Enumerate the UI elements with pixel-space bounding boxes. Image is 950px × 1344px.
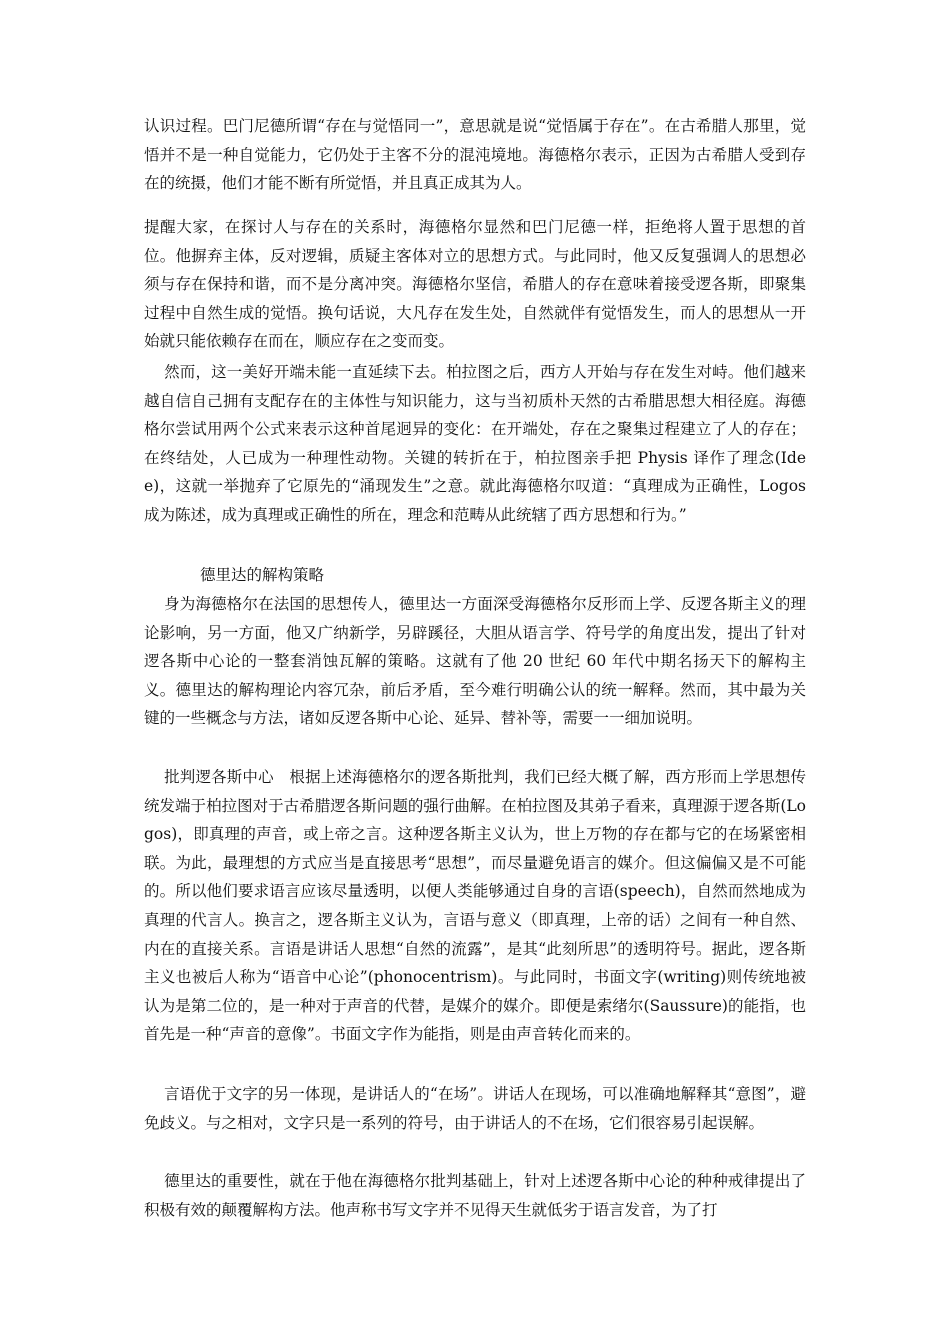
paragraph-5: 批判逻各斯中心 根据上述海德格尔的逻各斯批判，我们已经大概了解，西方形而上学思想传统发端于柏拉图对于古希腊逻各斯问题的强行曲解。在柏拉图及其弟子看来，真理源于逻各斯(Logos)，即真理的声音，或上帝之言。这种逻各斯主义认为，世上万物的存在都与它的在场紧密相联。为此，最理想的方式应当是直接思考“思想”，而尽量避免语言的媒介。但这偏偏又是不可能的。所以他们要求语言应该尽量透明，以便人类能够通过自身的言语(speech)，自然而然地成为真理的代言人。换言之，逻各斯主义认为，言语与意义（即真理，上帝的话）之间有一种自然、内在的直接关系。言语是讲话人思想“自然的流露”，是其“此刻所思”的透明符号。据此，逻各斯主义也被后人称为“语音中心论”(phonocentrism)。与此同时，书面文字(writing)则传统地被认为是第二位的，是一种对于声音的代替，是媒介的媒介。即便是索绪尔(Saussure)的能指，也首先是一种“声音的意像”。书面文字作为能指，则是由声音转化而来的。 xyxy=(144,768,806,1044)
paragraph-6: 言语优于文字的另一体现，是讲话人的“在场”。讲话人在现场，可以准确地解释其“意图”，避免歧义。与之相对，文字只是一系列的符号，由于讲话人的不在场，它们很容易引起误解。 xyxy=(144,1085,806,1132)
paragraph-1: 认识过程。巴门尼德所谓“存在与觉悟同一”，意思就是说“觉悟属于存在”。在古希腊人那里，觉悟并不是一种自觉能力，它仍处于主客不分的混沌境地。海德格尔表示，正因为古希腊人受到存在的统摄，他们才能不断有所觉悟，并且真正成其为人。 xyxy=(144,117,806,193)
paragraph-2: 提醒大家，在探讨人与存在的关系时，海德格尔显然和巴门尼德一样，拒绝将人置于思想的首位。他摒弃主体，反对逻辑，质疑主客体对立的思想方式。与此同时，他又反复强调人的思想必须与存在保持和谐，而不是分离冲突。海德格尔坚信，希腊人的存在意味着接受逻各斯，即聚集过程中自然生成的觉悟。换句话说，大凡存在发生处，自然就伴有觉悟发生，而人的思想从一开始就只能依赖存在而在，顺应存在之变而变。 xyxy=(144,218,806,351)
paragraph-3: 然而，这一美好开端未能一直延续下去。柏拉图之后，西方人开始与存在发生对峙。他们越来越自信自己拥有支配存在的主体性与知识能力，这与当初质朴天然的古希腊思想大相径庭。海德格尔尝试用两个公式来表示这种首尾迥异的变化：在开端处，存在之聚集过程建立了人的存在；在终结处，人已成为一种理性动物。关键的转折在于，柏拉图亲手把 Physis 译作了理念(Idee)，这就一举抛弃了它原先的“涌现发生”之意。就此海德格尔叹道：“真理成为正确性，Logos 成为陈述，成为真理或正确性的所在，理念和范畴从此统辖了西方思想和行为。” xyxy=(144,363,806,524)
paragraph-7: 德里达的重要性，就在于他在海德格尔批判基础上，针对上述逻各斯中心论的种种戒律提出了积极有效的颠覆解构方法。他声称书写文字并不见得天生就低劣于语言发音，为了打 xyxy=(144,1172,806,1219)
section-heading: 德里达的解构策略 xyxy=(200,566,325,584)
paragraph-4: 身为海德格尔在法国的思想传人，德里达一方面深受海德格尔反形而上学、反逻各斯主义的理论影响，另一方面，他又广纳新学，另辟蹊径，大胆从语言学、符号学的角度出发，提出了针对逻各斯中心论的一整套消蚀瓦解的策略。这就有了他 20 世纪 60 年代中期名扬天下的解构主义。德里达的解构理论内容冗杂，前后矛盾，至今难行明确公认的统一解释。然而，其中最为关键的一些概念与方法，诸如反逻各斯中心论、延异、替补等，需要一一细加说明。 xyxy=(144,595,806,728)
